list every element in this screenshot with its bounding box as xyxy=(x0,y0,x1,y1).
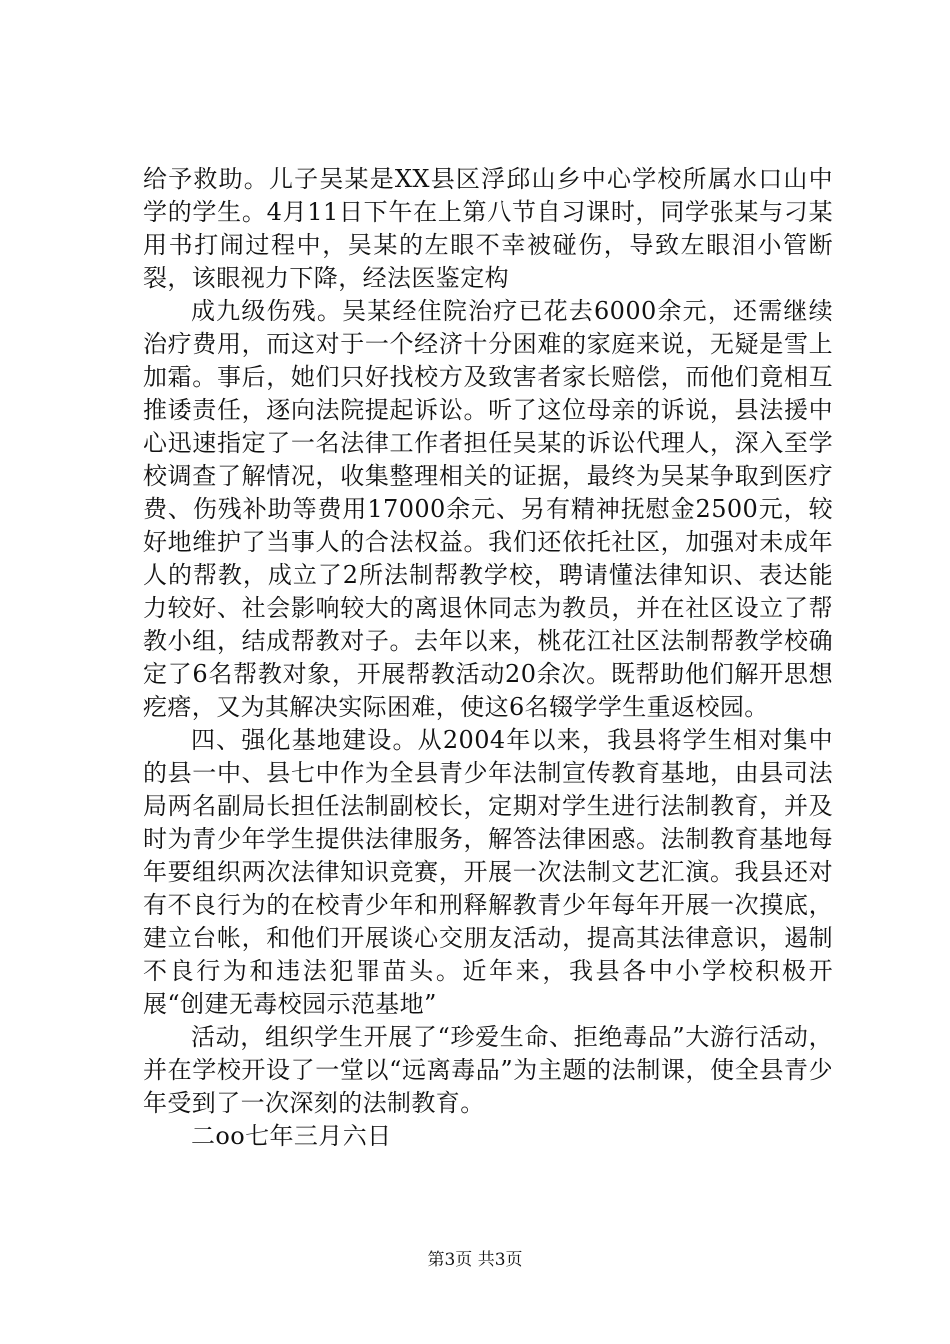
date-line: 二oo七年三月六日 xyxy=(191,1122,392,1150)
document-body xyxy=(143,163,833,1153)
paragraph-4: 活动，组织学生开展了“珍爱生命、拒绝毒品”大游行活动，并在学校开设了一堂以“远离毒品”为主题的法制课，使全县青少年受到了一次深刻的法制教育。 xyxy=(143,1023,833,1117)
paragraph-2: 成九级伤残。吴某经住院治疗已花去6000余元，还需继续治疗费用，而这对于一个经济十分困难的家庭来说，无疑是雪上加霜。事后，她们只好找校方及致害者家长赔偿，而他们竟相互推诿责任，逐向法院提起诉讼。听了这位母亲的诉说，县法援中心迅速指定了一名法律工作者担任吴某的诉讼代理人，深入至学校调查了解情况，收集整理相关的证据，最终为吴某争取到医疗费、伤残补助等费用17000余元、另有精神抚慰金2500元，较好地维护了当事人的合法权益。我们还依托社区，加强对未成年人的帮教，成立了2所法制帮教学校，聘请懂法律知识、表达能力较好、社会影响较大的离退休同志为教员，并在社区设立了帮教小组，结成帮教对子。去年以来，桃花江社区法制帮教学校确定了6名帮教对象，开展帮教活动20余次。既帮助他们解开思想疙瘩，又为其解决实际困难，使这6名辍学学生重返校园。 xyxy=(143,297,833,721)
paragraph-1: 给予救助。儿子吴某是XX县区浮邱山乡中心学校所属水口山中学的学生。4月11日下午在上第八节自习课时，同学张某与刁某用书打闹过程中，吴某的左眼不幸被碰伤，导致左眼泪小管断裂，该眼视力下降，经法医鉴定构 xyxy=(143,165,833,292)
page-number-footer: 第3页 共3页 xyxy=(427,1250,523,1270)
paragraph-3: 四、强化基地建设。从2004年以来，我县将学生相对集中的县一中、县七中作为全县青少年法制宣传教育基地，由县司法局两名副局长担任法制副校长，定期对学生进行法制教育，并及时为青少年学生提供法律服务，解答法律困惑。法制教育基地每年要组织两次法律知识竞赛，开展一次法制文艺汇演。我县还对有不良行为的在校青少年和刑释解教青少年每年开展一次摸底，建立台帐，和他们开展谈心交朋友活动，提高其法律意识，遏制不良行为和违法犯罪苗头。近年来，我县各中小学校积极开展“创建无毒校园示范基地” xyxy=(143,726,833,1018)
